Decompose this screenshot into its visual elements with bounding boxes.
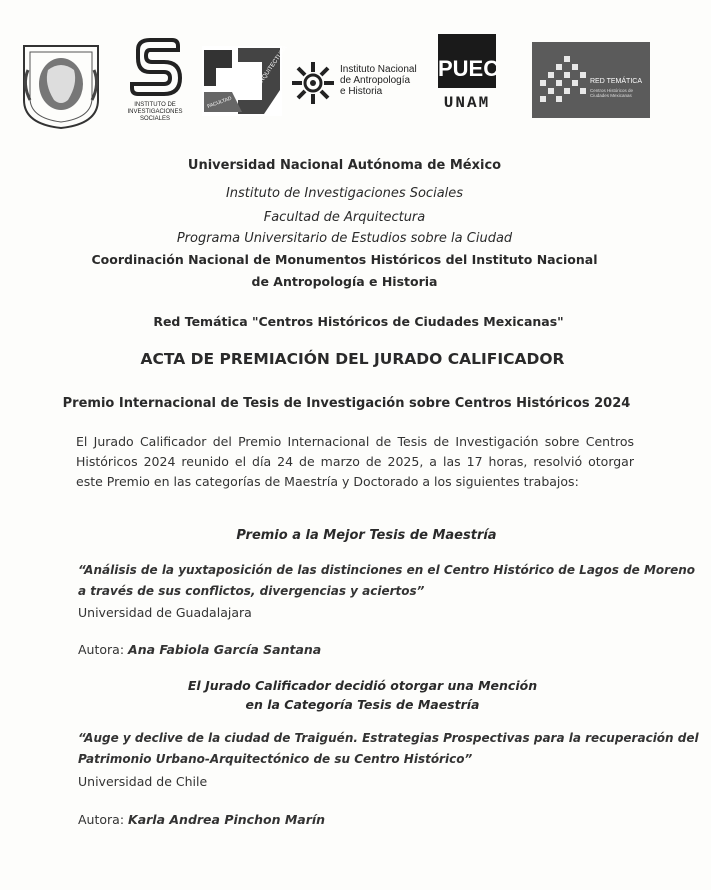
mention-heading-line1: El Jurado Calificador decidió otorgar una Mención: [187, 678, 538, 693]
mention-author: [78, 812, 325, 827]
award1-author: [78, 642, 321, 657]
mention-author-name: Karla Andrea Pinchon Marín: [128, 812, 326, 827]
unam-seal-logo: [18, 40, 104, 130]
unam-text: UNAM: [443, 94, 491, 112]
award1-title-line2: a través de sus conflictos, divergencias y aciertos”: [78, 584, 425, 598]
puec-text: PUEC: [438, 34, 496, 88]
network-name: Red Temática "Centros Históricos de Ciudades Mexicanas": [153, 314, 564, 329]
mention-title-line1: “Auge y declive de la ciudad de Traiguén. Estrategias Prospectivas para la recuperación del: [78, 731, 699, 745]
inah-line-1: Instituto Nacional: [340, 64, 417, 75]
faculty-name: Facultad de Arquitectura: [263, 210, 426, 225]
inah-line-3: e Historia: [340, 86, 383, 97]
coordination-line-2: de Antropología e Historia: [251, 274, 438, 289]
facultad-arquitectura-logo: [202, 44, 289, 116]
mention-heading-line2: en la Categoría Tesis de Maestría: [245, 697, 480, 712]
program-name: Programa Universitario de Estudios sobre la Ciudad: [176, 231, 513, 246]
inah-logo: [290, 56, 430, 112]
inah-logo-text: [340, 64, 417, 97]
svg-text:ARQUITECTURA: ARQUITECTURA: [256, 44, 289, 88]
document-title: ACTA DE PREMIACIÓN DEL JURADO CALIFICADOR: [140, 350, 565, 368]
award1-university: Universidad de Guadalajara: [78, 605, 252, 620]
coordination-line-1: Coordinación Nacional de Monumentos Históricos del Instituto Nacional: [91, 252, 598, 267]
intro-paragraph: El Jurado Calificador del Premio Internacional de Tesis de Investigación sobre Centros Históricos 2024 reunido el día 24 de marzo de 2025, a las 17 horas, resolvió otorgar este Premio en las categorías de Maestría y Doctorado a los siguientes trabajos:: [76, 434, 634, 489]
iis-logo: [120, 36, 190, 128]
award1-author-label: Autora:: [78, 642, 129, 657]
award1-heading: Premio a la Mejor Tesis de Maestría: [236, 528, 497, 543]
mention-university: Universidad de Chile: [78, 774, 208, 789]
red-tematica-title: RED TEMÁTICA: [590, 78, 642, 85]
institute-name: Instituto de Investigaciones Sociales: [225, 186, 464, 201]
mention-title-line2: Patrimonio Urbano-Arquitectónico de su Centro Histórico”: [78, 752, 473, 766]
award1-title-line1: “Análisis de la yuxtaposición de las distinciones en el Centro Histórico de Lagos de Moreno: [78, 563, 696, 577]
svg-text:FACULTAD: FACULTAD: [206, 95, 233, 110]
red-tematica-logo: [532, 42, 650, 118]
mention-author-label: Autora:: [78, 812, 129, 827]
university-name: Universidad Nacional Autónoma de México: [187, 158, 502, 173]
inah-line-2: de Antropología: [340, 75, 411, 86]
red-tematica-sub: Centros Históricos de Ciudades Mexicanas: [590, 88, 634, 98]
logo-bar: [18, 34, 658, 134]
puec-unam-logo: [438, 34, 498, 128]
award1-author-name: Ana Fabiola García Santana: [128, 642, 322, 657]
iis-logo-text: INSTITUTO DE INVESTIGACIONES SOCIALES: [127, 102, 183, 122]
award-subtitle: Premio Internacional de Tesis de Investigación sobre Centros Históricos 2024: [62, 396, 631, 411]
